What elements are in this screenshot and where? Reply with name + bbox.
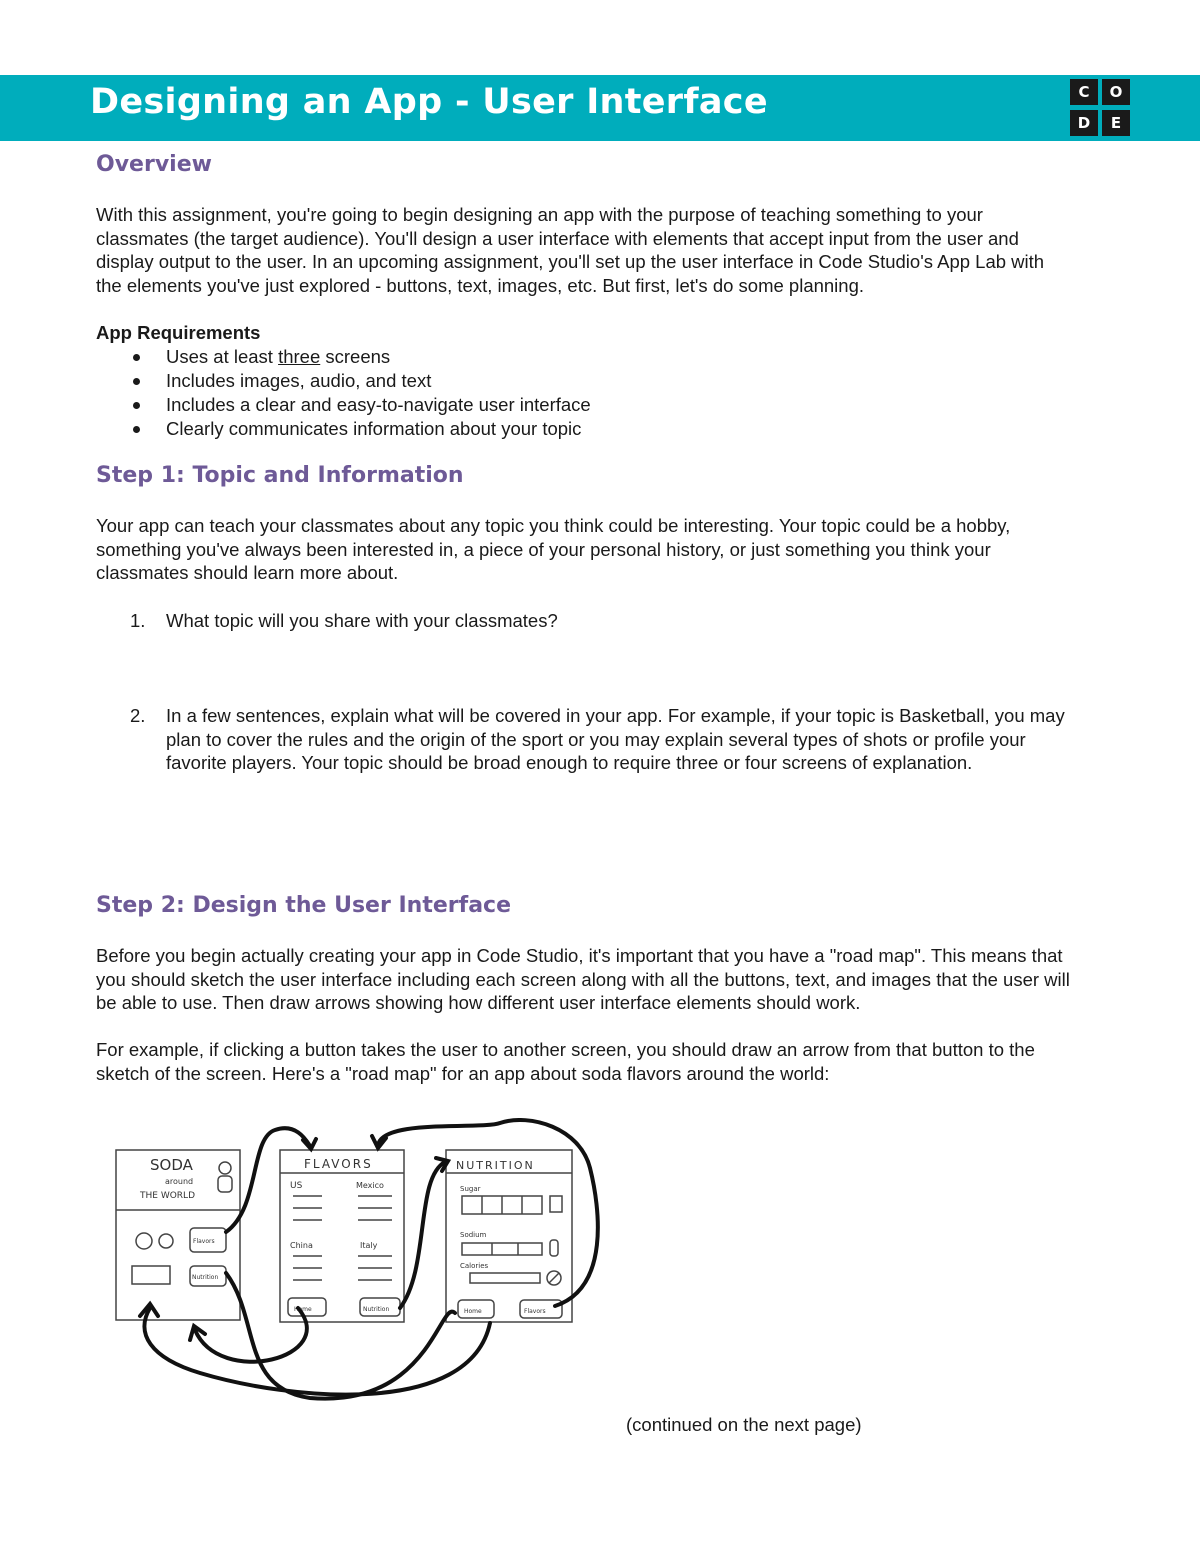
list-item: Clearly communicates information about your topic — [130, 417, 591, 441]
requirements-list — [130, 345, 591, 441]
step1-heading: Step 1: Topic and Information — [96, 463, 464, 488]
sketch-label: Nutrition — [363, 1306, 390, 1313]
step1-paragraph — [96, 514, 1136, 585]
logo-letter-d: D — [1070, 110, 1098, 136]
overview-line: With this assignment, you're going to begin designing an app with the purpose of teaching something to your — [96, 204, 983, 225]
step1-line: Your app can teach your classmates about any topic you think could be interesting. Your topic could be a hobby, — [96, 515, 1011, 536]
overview-line: the elements you've just explored - buttons, text, images, etc. But first, let's do some planning. — [96, 274, 865, 296]
sketch-label: China — [290, 1241, 313, 1250]
sketch-label: Flavors — [524, 1308, 546, 1315]
sketch-label: NUTRITION — [456, 1159, 535, 1172]
step2-paragraph-2: For example, if clicking a button takes the user to another screen, you should draw an arrow from that button to the sketch of the screen. Here's a "road map" for an app about soda flavors around the world: — [96, 1039, 1035, 1084]
list-item: Includes a clear and easy-to-navigate user interface — [130, 393, 591, 417]
arrow — [226, 1273, 455, 1399]
step1-line: classmates should learn more about. — [96, 562, 399, 584]
sketch-label: Sodium — [460, 1231, 487, 1239]
bullet-icon — [133, 402, 140, 409]
arrow — [400, 1162, 445, 1308]
sketch-screen-flavors — [280, 1150, 404, 1322]
sketch-label: THE WORLD — [140, 1191, 195, 1201]
sketch-label: Flavors — [193, 1238, 215, 1245]
bullet-icon — [133, 354, 140, 361]
sketch-label: Home — [464, 1308, 482, 1315]
page-title: Designing an App - User Interface — [90, 82, 768, 122]
sketch-label: Mexico — [356, 1181, 384, 1190]
question-number: 1. — [130, 610, 146, 631]
requirements-title: App Requirements — [96, 322, 261, 343]
overview-line: display output to the user. In an upcoming assignment, you'll set up the user interface in Code Studio's App Lab with — [96, 251, 1045, 273]
code-logo — [1068, 76, 1132, 138]
question-number: 2. — [130, 705, 146, 726]
sketch-label: Calories — [460, 1262, 489, 1270]
sketch-label: Home — [294, 1306, 312, 1313]
arrow — [144, 1308, 490, 1395]
sketch-label: Sugar — [460, 1185, 481, 1193]
sketch-label: around — [165, 1177, 194, 1186]
step1-line: something you've always been interested in, a piece of your personal history, or just something you think your — [96, 538, 991, 560]
sketch-label: SODA — [150, 1156, 193, 1174]
arrow — [378, 1120, 598, 1306]
overview-line: classmates (the target audience). You'll design a user interface with elements that accept input from the user and — [96, 227, 1019, 249]
sketch-label: Italy — [360, 1241, 378, 1250]
sketch-label: Nutrition — [192, 1274, 219, 1281]
overview-heading: Overview — [96, 152, 212, 177]
list-item: Uses at least three screens — [130, 345, 591, 369]
step2-heading: Step 2: Design the User Interface — [96, 893, 512, 918]
overview-paragraph — [96, 203, 1136, 297]
sketch-label: US — [290, 1181, 303, 1191]
bullet-icon — [133, 426, 140, 433]
logo-letter-o: O — [1102, 79, 1130, 105]
step2-paragraph-1: Before you begin actually creating your app in Code Studio, it's important that you have a "road map". This means that you should sketch the user interface including each screen along with all the buttons, text, and images that the user will be able to use. Then draw arrows showing how different user interface elements should work. — [96, 945, 1070, 1014]
logo-letter-e: E — [1102, 110, 1130, 136]
continued-note: (continued on the next page) — [626, 1414, 862, 1435]
list-item: Includes images, audio, and text — [130, 369, 591, 393]
road-map-sketch — [110, 1118, 610, 1410]
logo-letter-c: C — [1070, 79, 1098, 105]
question-text: In a few sentences, explain what will be covered in your app. For example, if your topic is Basketball, you may plan to cover the rules and the origin of the sport or you may explain several types of shots or profile your favorite players. Your topic should be broad enough to require three or four screens of explanation. — [166, 705, 1065, 774]
question-text: What topic will you share with your classmates? — [166, 610, 558, 631]
bullet-icon — [133, 378, 140, 385]
sketch-label: FLAVORS — [304, 1157, 373, 1171]
